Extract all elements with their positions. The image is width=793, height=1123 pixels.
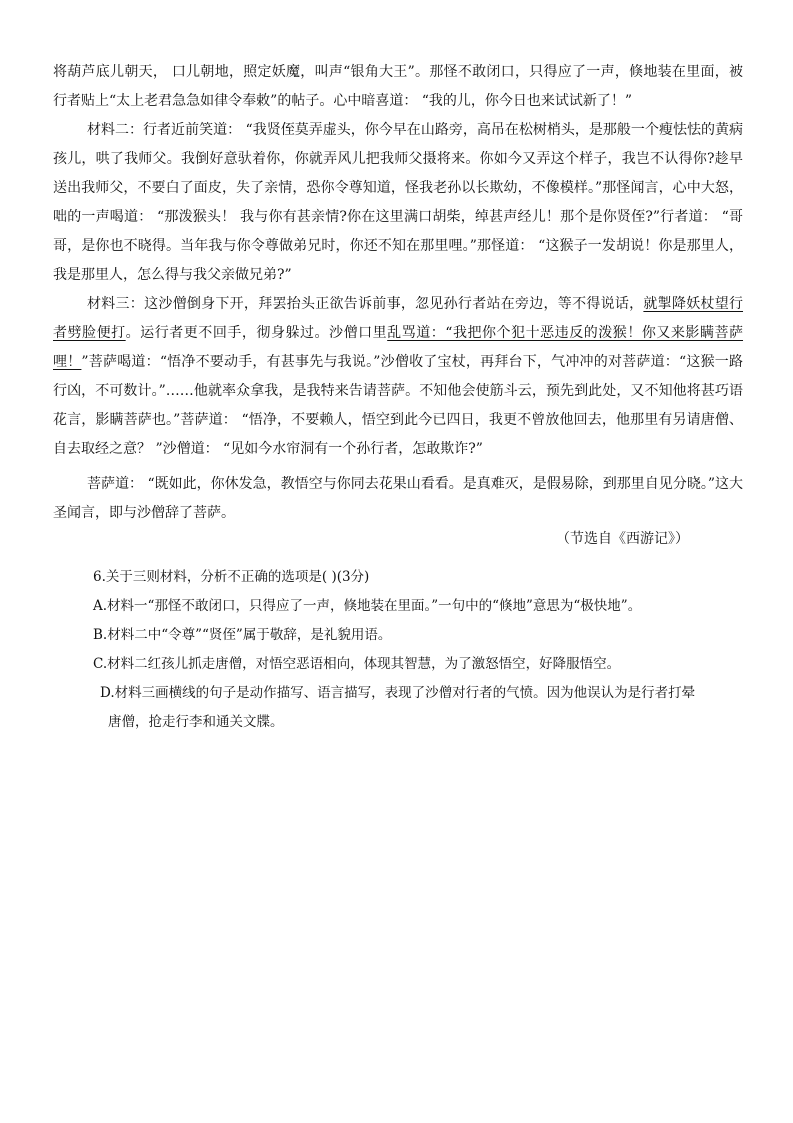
material-three-text-a: 材料三：这沙僧倒身下开，拜罢抬头正欲告诉前事，忽见孙行者站在旁边，等不得说话，	[87, 296, 644, 312]
underlined-sentence-2: 乱骂道：“我把你个犯十恶违反的泼猴！你又来影瞒菩萨哩！	[53, 325, 744, 370]
option-b: B.材料二中“令尊”“贤侄”属于敬辞，是礼貌用语。	[93, 627, 392, 643]
passage-paragraph-1: 将葫芦底儿朝天， 口儿朝地，照定妖魔，叫声“银角大王”。那怪不敢闭口，只得应了一声，倏地装在里面，被行者贴上“太上老君急急如律令奉敕”的帖子。心中暗喜道： “我的儿，你今日也来试试新了！”	[53, 64, 743, 109]
underlined-sentence-1: 就掣降妖杖望行者劈脸便打	[53, 296, 744, 341]
option-d-line-2: 唐僧，抢走行李和通关文牒。	[108, 714, 284, 730]
material-three-text-c: ”菩萨喝道：“悟净不要动手，有甚事先与我说。”沙僧收了宝杖，再拜台下，气冲冲的对菩萨道：“这猴一路行凶，不可数计。”……他就率众拿我，是我特来告请菩萨。不知他会使筋斗云，预先到此处，又不知他将甚巧语花言，影瞒菩萨也。”菩萨道： “悟净，不要赖人，悟空到此今已四日，我更不曾放他回去，他那里有另请唐僧、 自去取经之意？ ”沙僧道： “见如今水帘洞有一个孙行者，怎敢欺诈?”	[53, 354, 743, 457]
material-three-text-b: 。运行者更不回手，彻身躲过。沙僧口里	[125, 325, 388, 341]
option-d-line-1: D.材料三画横线的句子是动作描写、语言描写，表现了沙僧对行者的气愤。因为他误认为是行者打晕	[100, 685, 696, 701]
passage-material-three	[53, 290, 743, 464]
passage-material-two: 材料二：行者近前笑道： “我贤侄莫弄虚头，你今早在山路旁，高吊在松树梢头，是那般一个瘦怯怯的黄病孩儿，哄了我师父。我倒好意驮着你，你就弄风儿把我师父摄将来。你如今又弄这个样子，我岂不认得你?趁早送出我师父，不要白了面皮，失了亲情，恐你令尊知道，怪我老孙以长欺幼，不像模样。”那怪闻言，心中大怒，咄的一声喝道： “那泼猴头！ 我与你有甚亲情?你在这里满口胡柴，绰甚声经儿！那个是你贤侄?”行者道： “哥哥，是你也不晓得。当年我与你令尊做弟兄时，你还不知在那里哩。”那怪道： “这猴子一发胡说！你是那里人，我是那里人，怎么得与我父亲做兄弟?”	[53, 122, 743, 283]
question-stem: 6.关于三则材料，分析不正确的选项是( )(3分)	[93, 569, 370, 585]
passage-closing-paragraph: 菩萨道： “既如此，你休发急，教悟空与你同去花果山看看。是真难灭，是假易除，到那里自见分晓。”这大圣闻言，即与沙僧辞了菩萨。	[53, 476, 743, 521]
option-c: C.材料二红孩儿抓走唐僧，对悟空恶语相向，体现其智慧，为了激怒悟空，好降服悟空。	[93, 656, 621, 672]
option-d	[100, 679, 748, 737]
passage-source: （节选自《西游记》）	[556, 531, 689, 547]
option-a: A.材料一“那怪不敢闭口，只得应了一声，倏地装在里面。”一句中的“倏地”意思为“极快地”。	[93, 598, 642, 614]
